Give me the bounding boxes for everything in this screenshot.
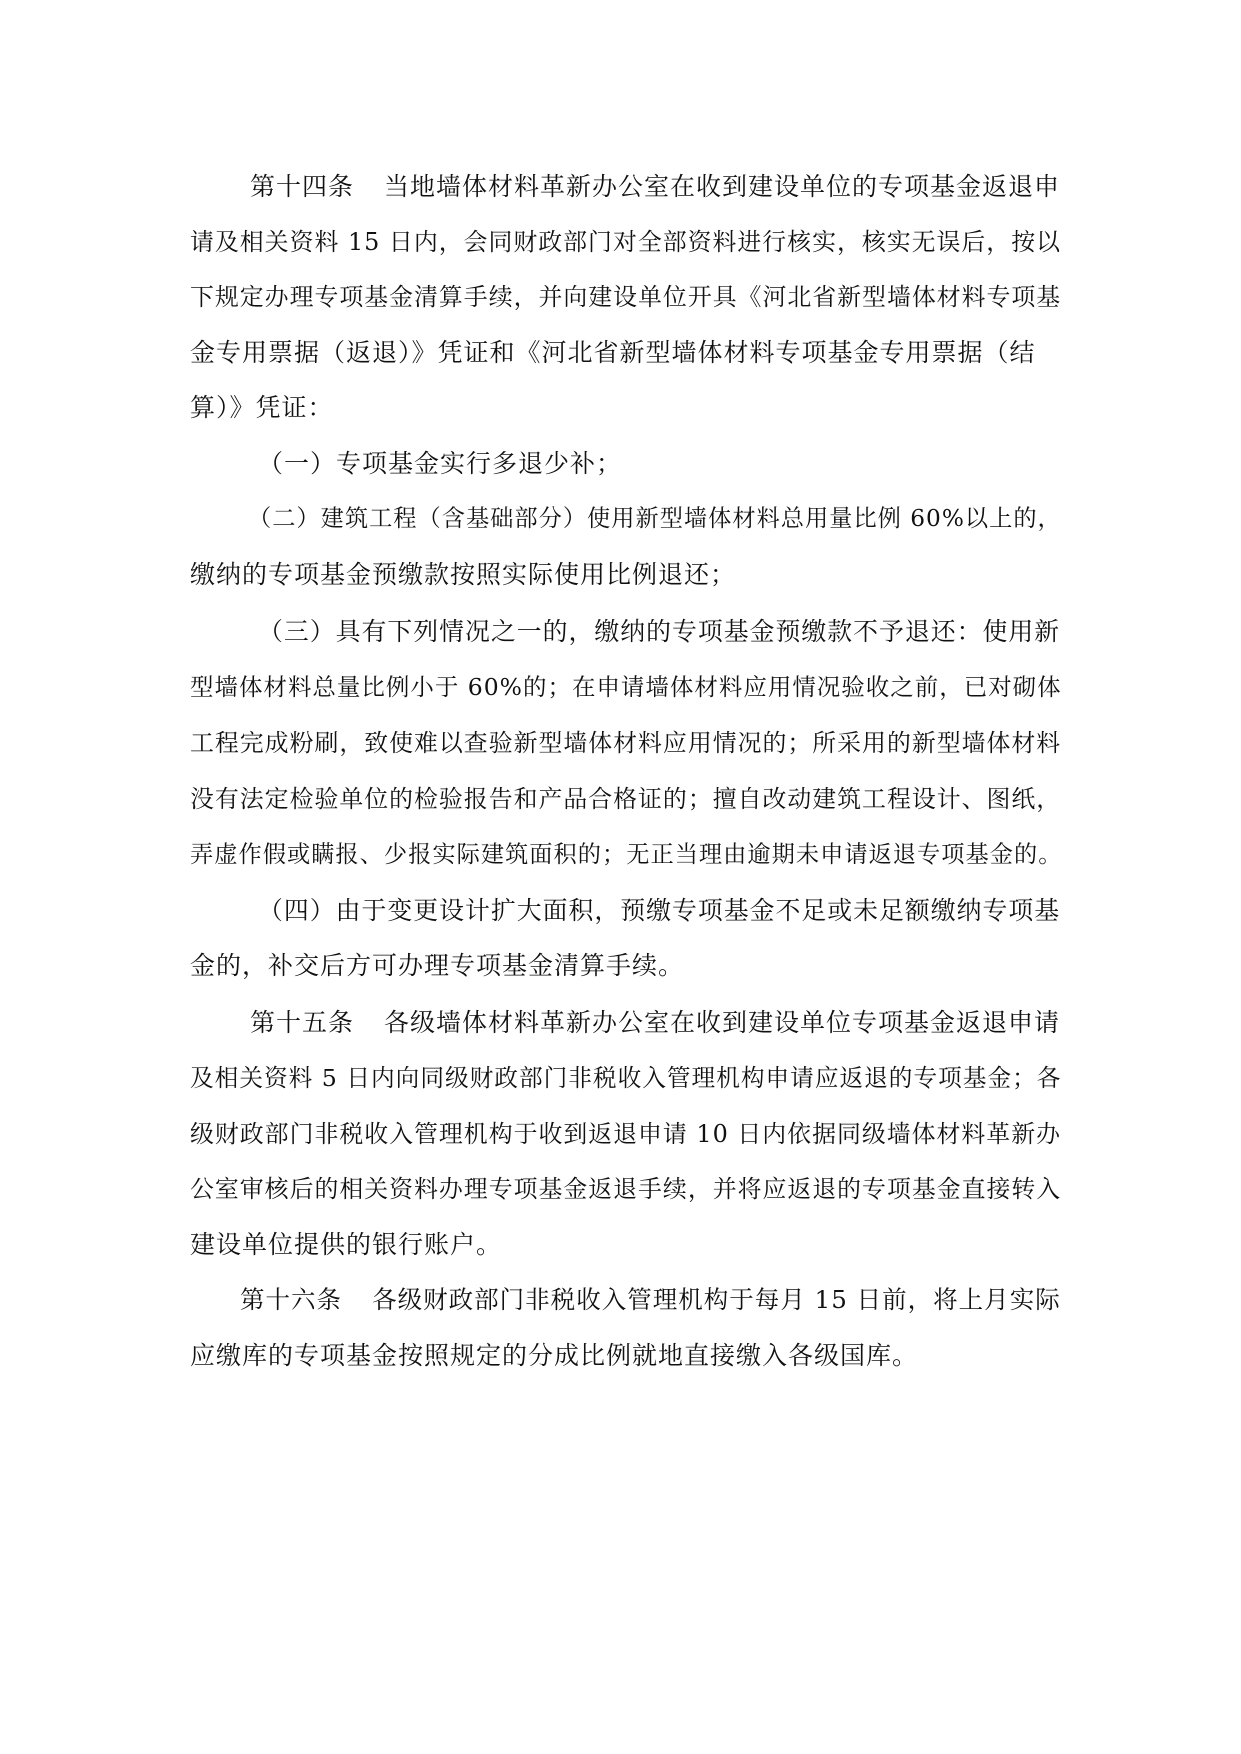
- article-14-line-4: 金专用票据（返退）》凭证和《河北省新型墙体材料专项基金专用票据（结: [190, 338, 1036, 367]
- article-16-line-1: [240, 1285, 1061, 1315]
- article-14-line-1: [250, 172, 1060, 202]
- article-14-line-5: 算）》凭证：: [190, 393, 334, 422]
- article-14-item-1: （一）专项基金实行多退少补；: [258, 449, 623, 478]
- article-14-text: 当地墙体材料革新办公室在收到建设单位的专项基金返退申: [384, 172, 1061, 201]
- article-14-item-4-line-2: 金的，补交后方可办理专项基金清算手续。: [190, 951, 685, 980]
- article-14-item-3-line-4: 没有法定检验单位的检验报告和产品合格证的；擅自改动建筑工程设计、图纸，: [190, 785, 1062, 813]
- article-14-label: 第十四条: [250, 172, 355, 201]
- article-15-line-1: [250, 1008, 1060, 1038]
- article-16-label: 第十六条: [240, 1285, 343, 1314]
- article-14-item-3-line-2: 型墙体材料总量比例小于 60%的；在申请墙体材料应用情况验收之前，已对砌体: [190, 673, 1062, 701]
- article-14-item-3-line-5: 弄虚作假或瞒报、少报实际建筑面积的；无正当理由逾期未申请返退专项基金的。: [190, 841, 1063, 868]
- article-15-line-5: 建设单位提供的银行账户。: [190, 1230, 503, 1259]
- article-14-item-2-line-2: 缴纳的专项基金预缴款按照实际使用比例退还；: [190, 560, 737, 589]
- article-14-item-3-line-3: 工程完成粉刷，致使难以查验新型墙体材料应用情况的；所采用的新型墙体材料: [190, 729, 1062, 757]
- article-15-label: 第十五条: [250, 1008, 355, 1037]
- article-14-line-3: 下规定办理专项基金清算手续，并向建设单位开具《河北省新型墙体材料专项基: [190, 283, 1062, 311]
- article-16-text: 各级财政部门非税收入管理机构于每月 15 日前，将上月实际: [372, 1285, 1061, 1314]
- article-14-item-2-line-1: （二）建筑工程（含基础部分）使用新型墙体材料总用量比例 60%以上的，: [248, 505, 1062, 532]
- article-14-line-2: 请及相关资料 15 日内，会同财政部门对全部资料进行核实，核实无误后，按以: [190, 228, 1061, 256]
- article-14-item-3-line-1: （三）具有下列情况之一的，缴纳的专项基金预缴款不予退还：使用新: [258, 617, 1061, 646]
- article-16-line-2: 应缴库的专项基金按照规定的分成比例就地直接缴入各级国库。: [190, 1341, 919, 1370]
- article-15-line-4: 公室审核后的相关资料办理专项基金返退手续，并将应返退的专项基金直接转入: [190, 1175, 1062, 1203]
- article-15-line-3: 级财政部门非税收入管理机构于收到返退申请 10 日内依据同级墙体材料革新办: [190, 1120, 1061, 1148]
- article-15-line-2: 及相关资料 5 日内向同级财政部门非税收入管理机构申请应返退的专项基金；各: [190, 1064, 1062, 1092]
- article-15-text: 各级墙体材料革新办公室在收到建设单位专项基金返退申请: [384, 1008, 1061, 1037]
- article-14-item-4-line-1: （四）由于变更设计扩大面积，预缴专项基金不足或未足额缴纳专项基: [258, 896, 1061, 925]
